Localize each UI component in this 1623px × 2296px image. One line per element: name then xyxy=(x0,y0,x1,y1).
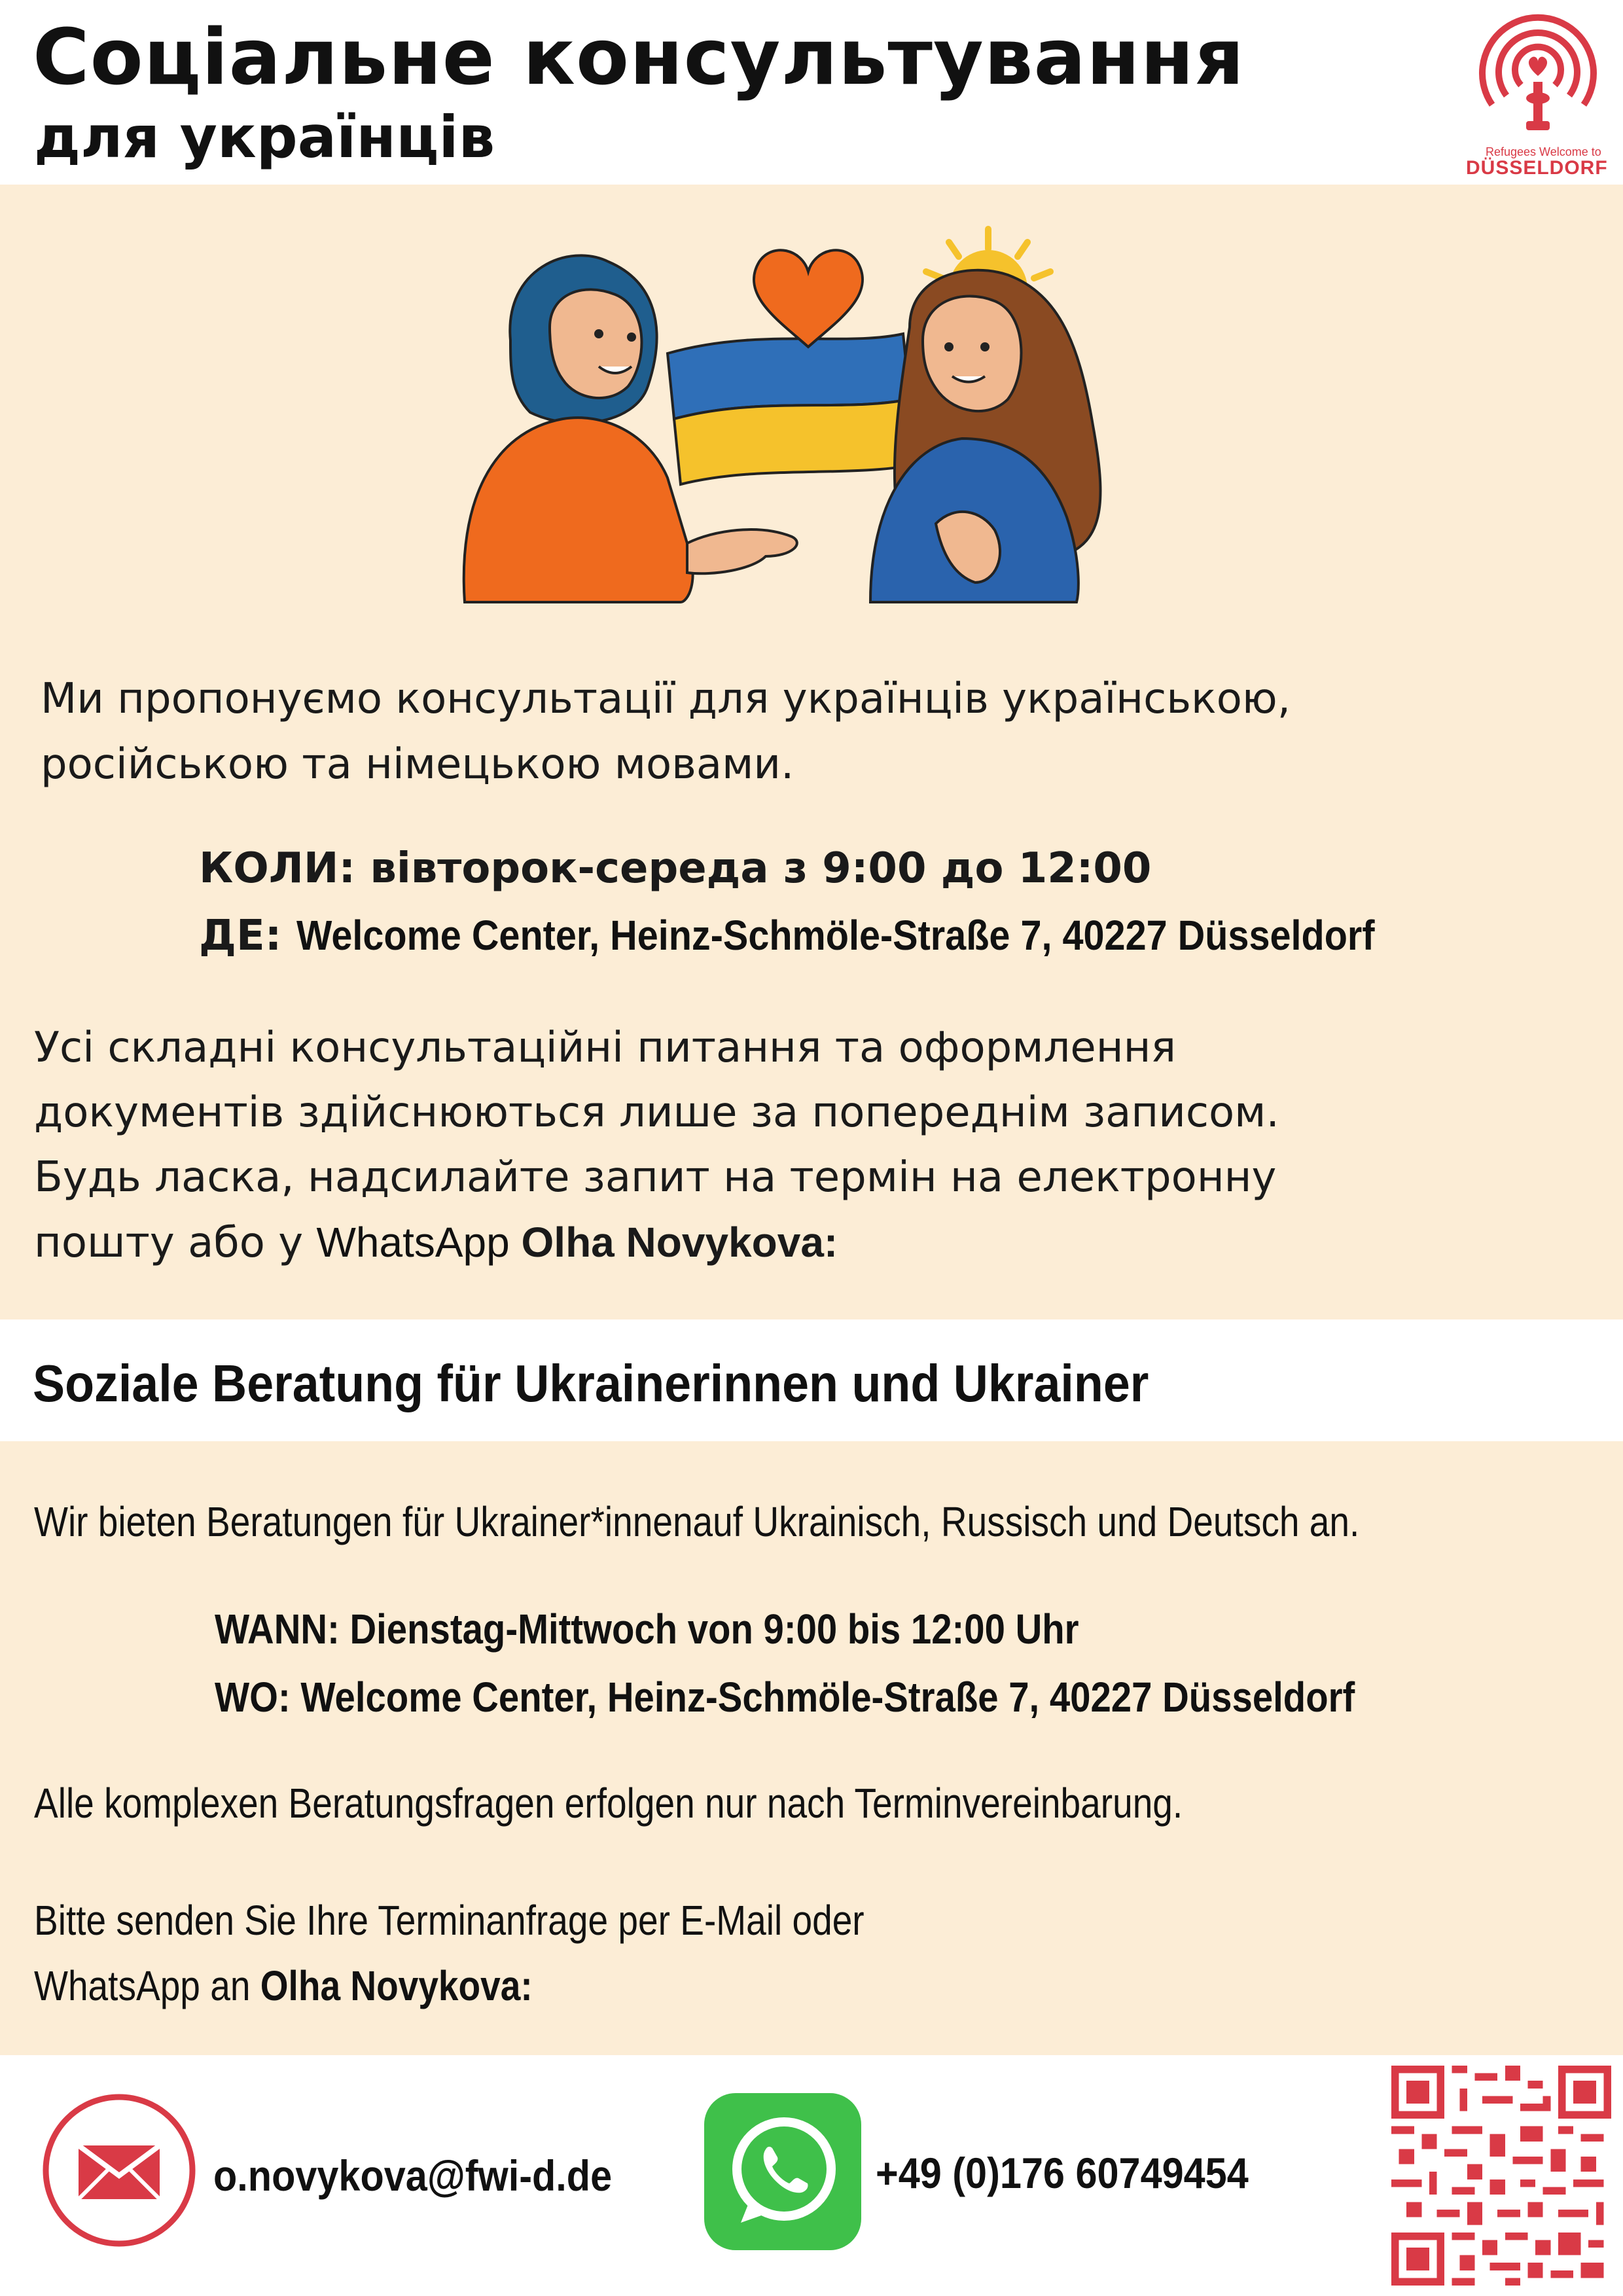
body-ua-line3: Будь ласка, надсилайте запит на термін на електронну xyxy=(34,1153,1277,1202)
body-ua-line4-prefix: пошту або у xyxy=(34,1219,317,1267)
where-ua xyxy=(199,911,1494,960)
qr-code[interactable] xyxy=(1391,2066,1611,2286)
german-title: Soziale Beratung für Ukrainerinnen und Ukrainer xyxy=(33,1354,1149,1412)
qr-code-icon xyxy=(1391,2066,1611,2286)
logo-text-line2: DÜSSELDORF xyxy=(1466,157,1608,179)
body-ua xyxy=(34,1016,1279,1276)
when-ua: КОЛИ: вівторок-середа з 9:00 до 12:00 xyxy=(199,844,1152,893)
whatsapp-button[interactable] xyxy=(703,2092,863,2251)
where-ua-label: ДЕ: xyxy=(199,912,296,960)
ask-de-line1: Bitte senden Sie Ihre Terminanfrage per E-Mail oder xyxy=(34,1897,865,1944)
note-de: Alle komplexen Beratungsfragen erfolgen nur nach Terminvereinbarung. xyxy=(34,1780,1183,1827)
intro-ua-line2: російською та німецькою мовами. xyxy=(41,740,794,789)
body-ua-contact-name: Olha Novykova: xyxy=(521,1219,838,1266)
body-ua-line2: документів здійснюються лише за попереднім записом. xyxy=(34,1088,1279,1137)
when-de: WANN: Dienstag-Mittwoch von 9:00 bis 12:00 Uhr xyxy=(215,1605,1079,1653)
ask-de xyxy=(34,1888,865,2018)
heart-tower-logo-icon xyxy=(1466,7,1610,151)
whatsapp-icon xyxy=(703,2092,863,2251)
email-link[interactable]: o.novykova@fwi-d.de xyxy=(213,2151,613,2200)
ask-de-line2 xyxy=(34,1953,865,2018)
intro-de: Wir bieten Beratungen für Ukrainer*innenauf Ukrainisch, Russisch und Deutsch an. xyxy=(34,1498,1360,1545)
email-icon-circle[interactable] xyxy=(41,2092,198,2249)
ask-de-line2-prefix: WhatsApp an xyxy=(34,1962,260,2009)
intro-ua-line1: Ми пропонуємо консультації для українців українською, xyxy=(41,675,1291,723)
ask-de-contact-name: Olha Novykova: xyxy=(260,1962,533,2009)
page-subtitle: для українців xyxy=(34,103,495,171)
illustration xyxy=(452,216,1139,622)
body-ua-line1: Усі складні консультаційні питання та оформлення xyxy=(34,1024,1176,1072)
where-de: WO: Welcome Center, Heinz-Schmöle-Straße 7, 40227 Düsseldorf xyxy=(215,1674,1355,1721)
page-title: Соціальне консультування xyxy=(33,12,1245,102)
intro-ua xyxy=(41,666,1291,797)
phone-link[interactable]: +49 (0)176 60749454 xyxy=(876,2149,1249,2197)
envelope-icon xyxy=(41,2092,198,2249)
logo-text-line1: Refugees Welcome to xyxy=(1486,145,1601,158)
where-ua-value: Welcome Center, Heinz-Schmöle-Straße 7, 40227 Düsseldorf xyxy=(296,912,1375,959)
body-ua-line4 xyxy=(34,1210,1279,1276)
two-women-ukraine-flag-illustration xyxy=(452,216,1139,622)
body-ua-whatsapp: WhatsApp xyxy=(316,1219,522,1266)
